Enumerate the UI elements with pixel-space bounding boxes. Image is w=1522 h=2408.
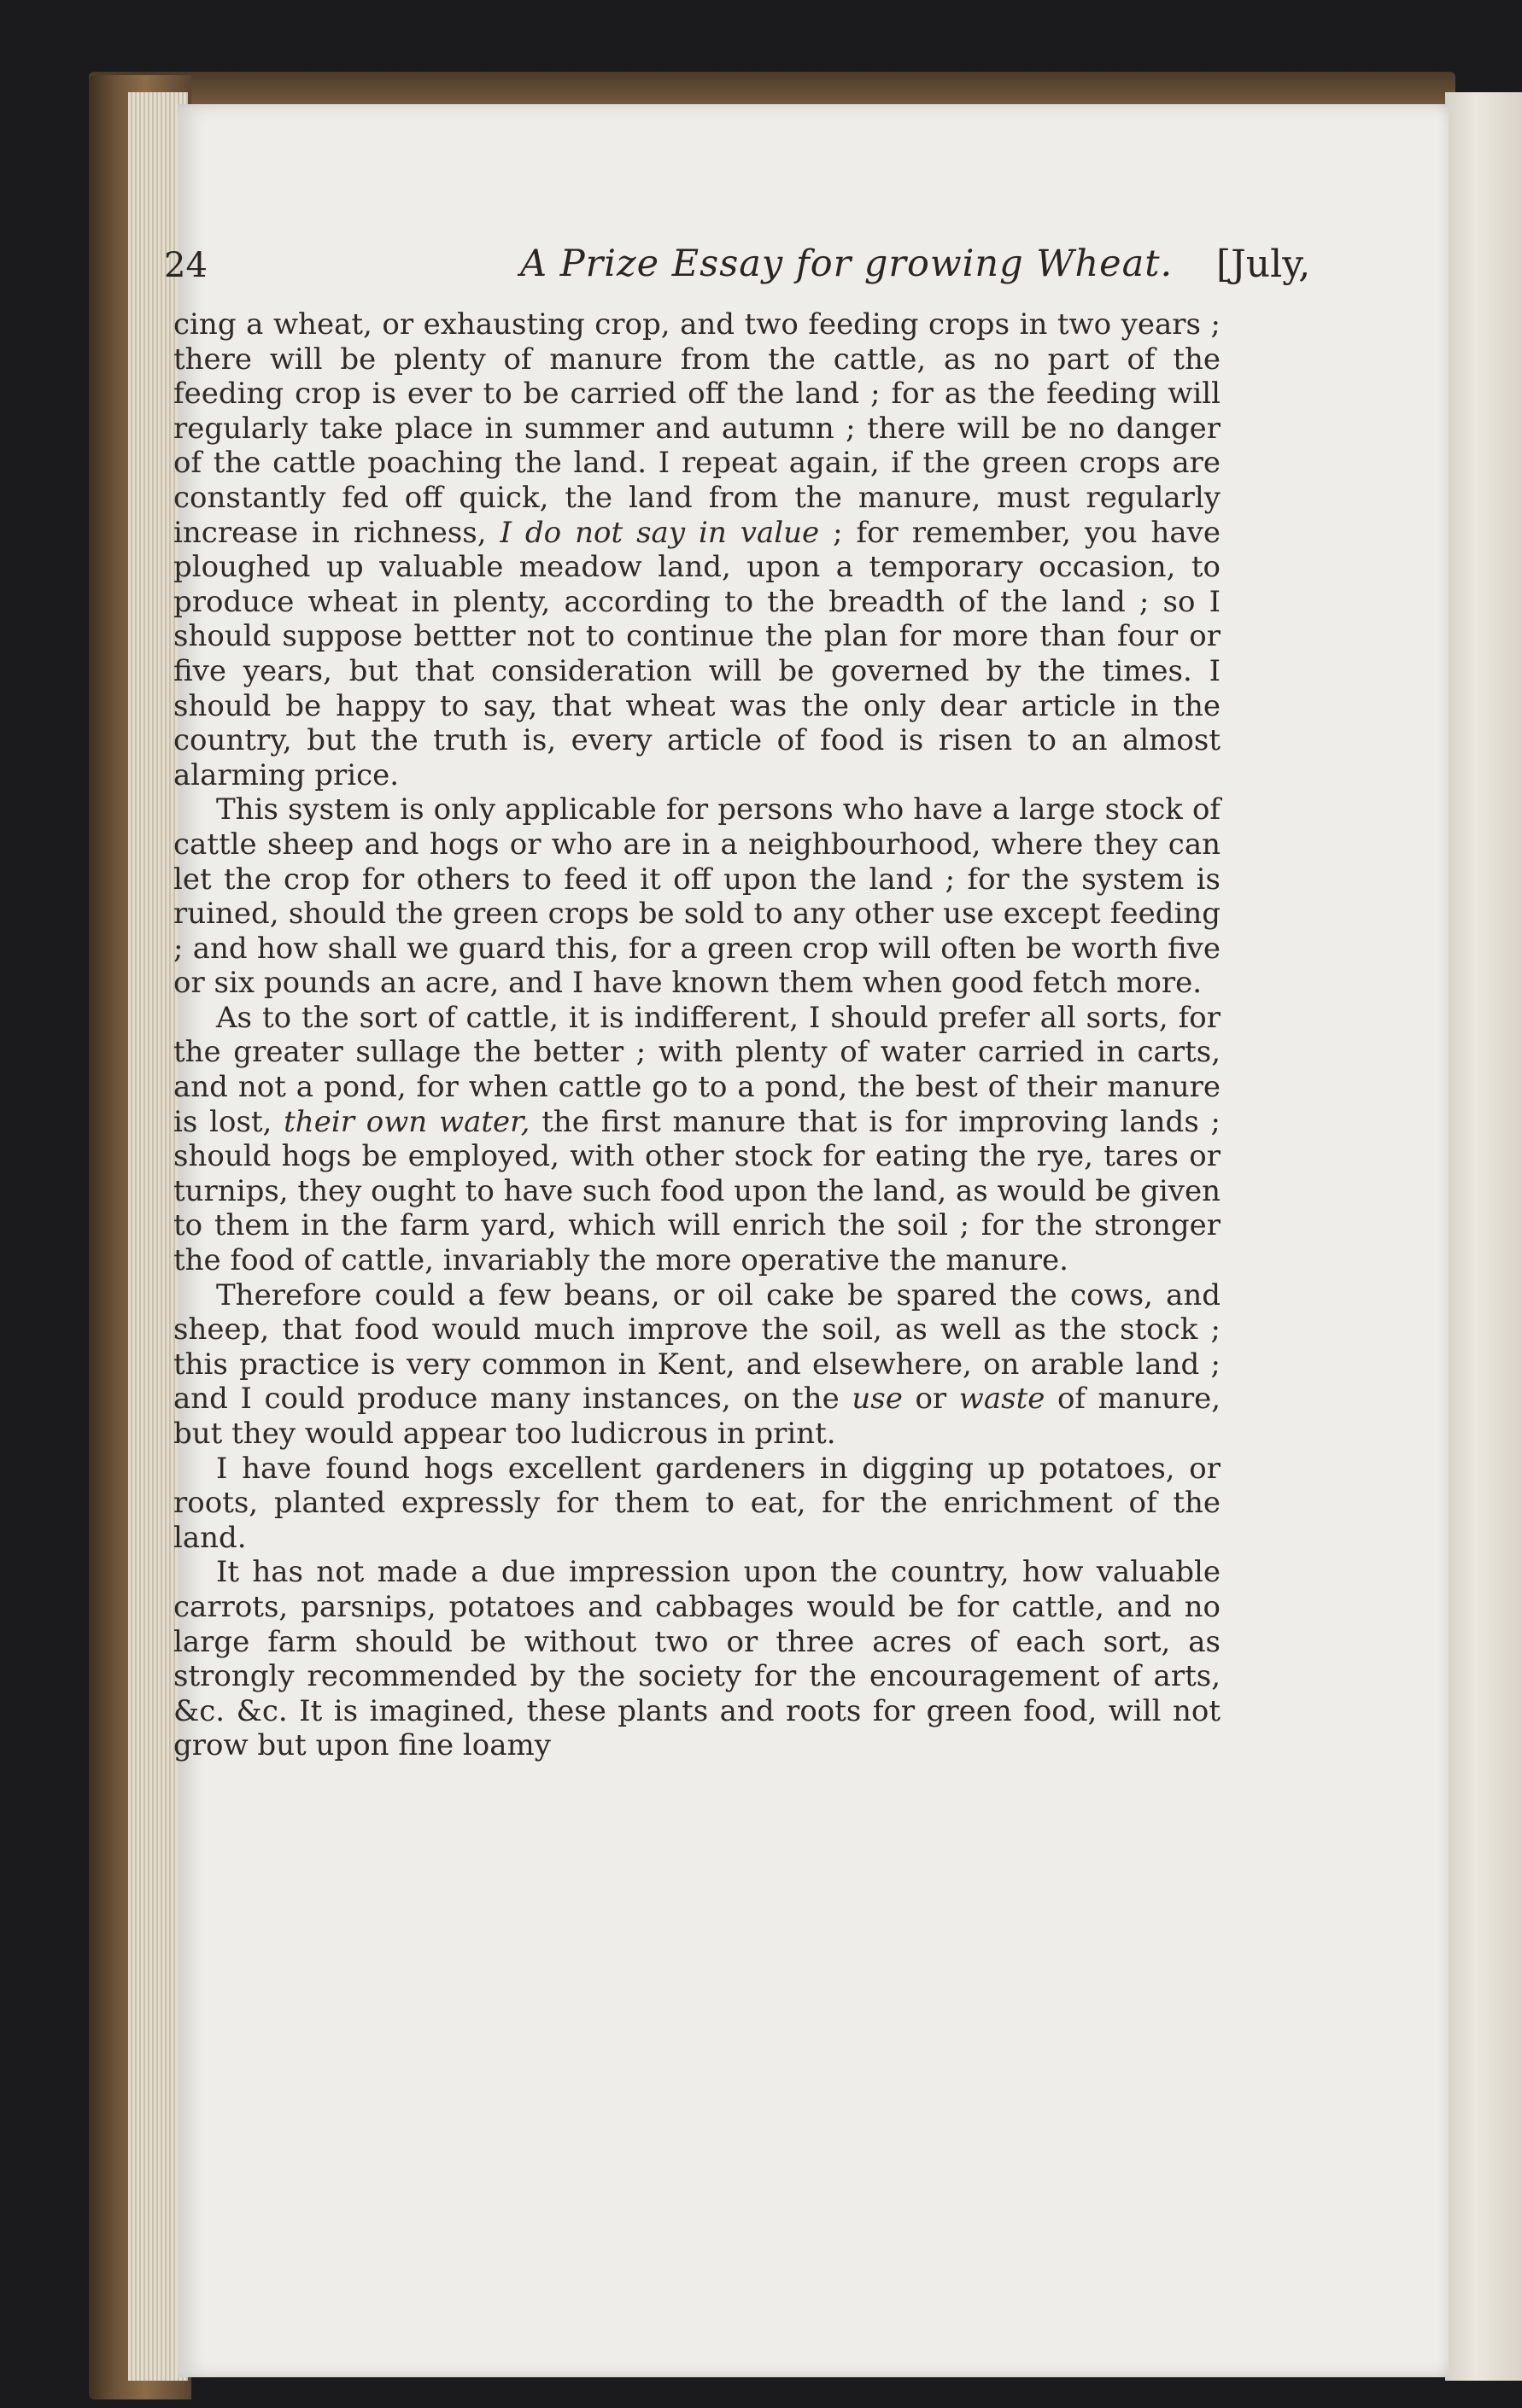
book-cover-top	[89, 72, 1455, 106]
running-title: A Prize Essay for growing Wheat.	[520, 243, 1174, 285]
facing-page-edge	[1445, 92, 1522, 2381]
paragraph-4: Therefore could a few beans, or oil cake be spared the cows, and sheep, that food would much improve the soil, as well as the stock ; this practice is very common in Kent, and elsewhere, on arable land ; and I could produce many instances, on the use or waste of manure, but they would appear too ludicrous in print.	[173, 1277, 1221, 1451]
page-number: 24	[164, 246, 208, 285]
paragraph-5: I have found hogs excellent gardeners in digging up potatoes, or roots, planted expressly for them to eat, for the enrichment of the land.	[173, 1451, 1221, 1555]
paragraph-6: It has not made a due impression upon the country, how valuable carrots, parsnips, potatoes and cabbages would be for cattle, and no large farm should be without two or three acres of each sort, as strongly recommended by the society for the encouragement of arts, &c. &c. It is imagined, these plants and roots for green food, will not grow but upon fine loamy	[173, 1555, 1221, 1763]
page-header	[164, 126, 1311, 286]
paragraph-3: As to the sort of cattle, it is indifferent, I should prefer all sorts, for the greater sullage the better ; with plenty of water carried in carts, and not a pond, for when cattle go to a pond, the best of their manure is lost, their own water, the first manure that is for improving lands ; should hogs be employed, with other stock for eating the rye, tares or turnips, they ought to have such food upon the land, as would be given to them in the farm yard, which will enrich the soil ; for the stronger the food of cattle, invariably the more operative the manure.	[173, 1000, 1221, 1278]
paragraph-2: This system is only applicable for persons who have a large stock of cattle sheep and hogs or who are in a neighbourhood, where they can let the crop for others to feed it off upon the land ; for the system is ruined, should the green crops be sold to any other use except feeding ; and how shall we guard this, for a green crop will often be worth five or six pounds an acre, and I have known them when good fetch more.	[173, 792, 1221, 1001]
paragraph-1: cing a wheat, or exhausting crop, and two feeding crops in two years ; there will be plenty of manure from the cattle, as no part of the feeding crop is ever to be carried off the land ; for as the feeding will regularly take place in summer and autumn ; there will be no danger of the cattle poaching the land. I repeat again, if the green crops are constantly fed off quick, the land from the manure, must regularly increase in richness, I do not say in value ; for remember, you have ploughed up valuable meadow land, upon a temporary occasion, to produce wheat in plenty, according to the breadth of the land ; so I should suppose bettter not to continue the plan for more than four or five years, but that consideration will be governed by the times. I should be happy to say, that wheat was the only dear article in the country, but the truth is, every article of food is risen to an almost alarming price.	[173, 307, 1221, 792]
header-date: [July,	[1216, 243, 1311, 286]
body-text	[173, 307, 1221, 1763]
